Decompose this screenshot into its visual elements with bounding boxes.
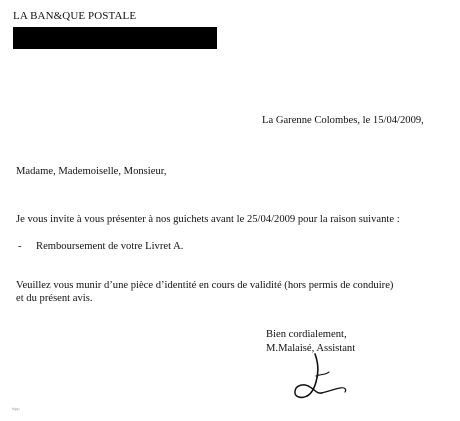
instructions-line-2: et du présent avis. xyxy=(16,293,93,304)
sender-letterhead: LA BAN&QUE POSTALE xyxy=(13,10,137,22)
handwritten-signature xyxy=(285,352,355,404)
salutation: Madame, Mademoiselle, Monsieur, xyxy=(16,166,167,177)
redacted-address-block xyxy=(13,27,217,49)
reason-bullet-marker: - xyxy=(18,241,22,252)
instructions-line-1: Veuillez vous munir d’une pièce d’identité en cours de validité (hors permis de conduire) xyxy=(16,280,394,291)
place-and-date: La Garenne Colombes, le 15/04/2009, xyxy=(262,115,424,126)
signer-name: M.Malaisé, Assistant xyxy=(266,343,356,354)
footer-reference: hipp xyxy=(12,406,20,411)
closing-formula: Bien cordialement, xyxy=(266,329,347,340)
reason-item: Remboursement de votre Livret A. xyxy=(36,241,184,252)
invitation-sentence: Je vous invite à vous présenter à nos guichets avant le 25/04/2009 pour la raison suivante : xyxy=(16,214,400,225)
